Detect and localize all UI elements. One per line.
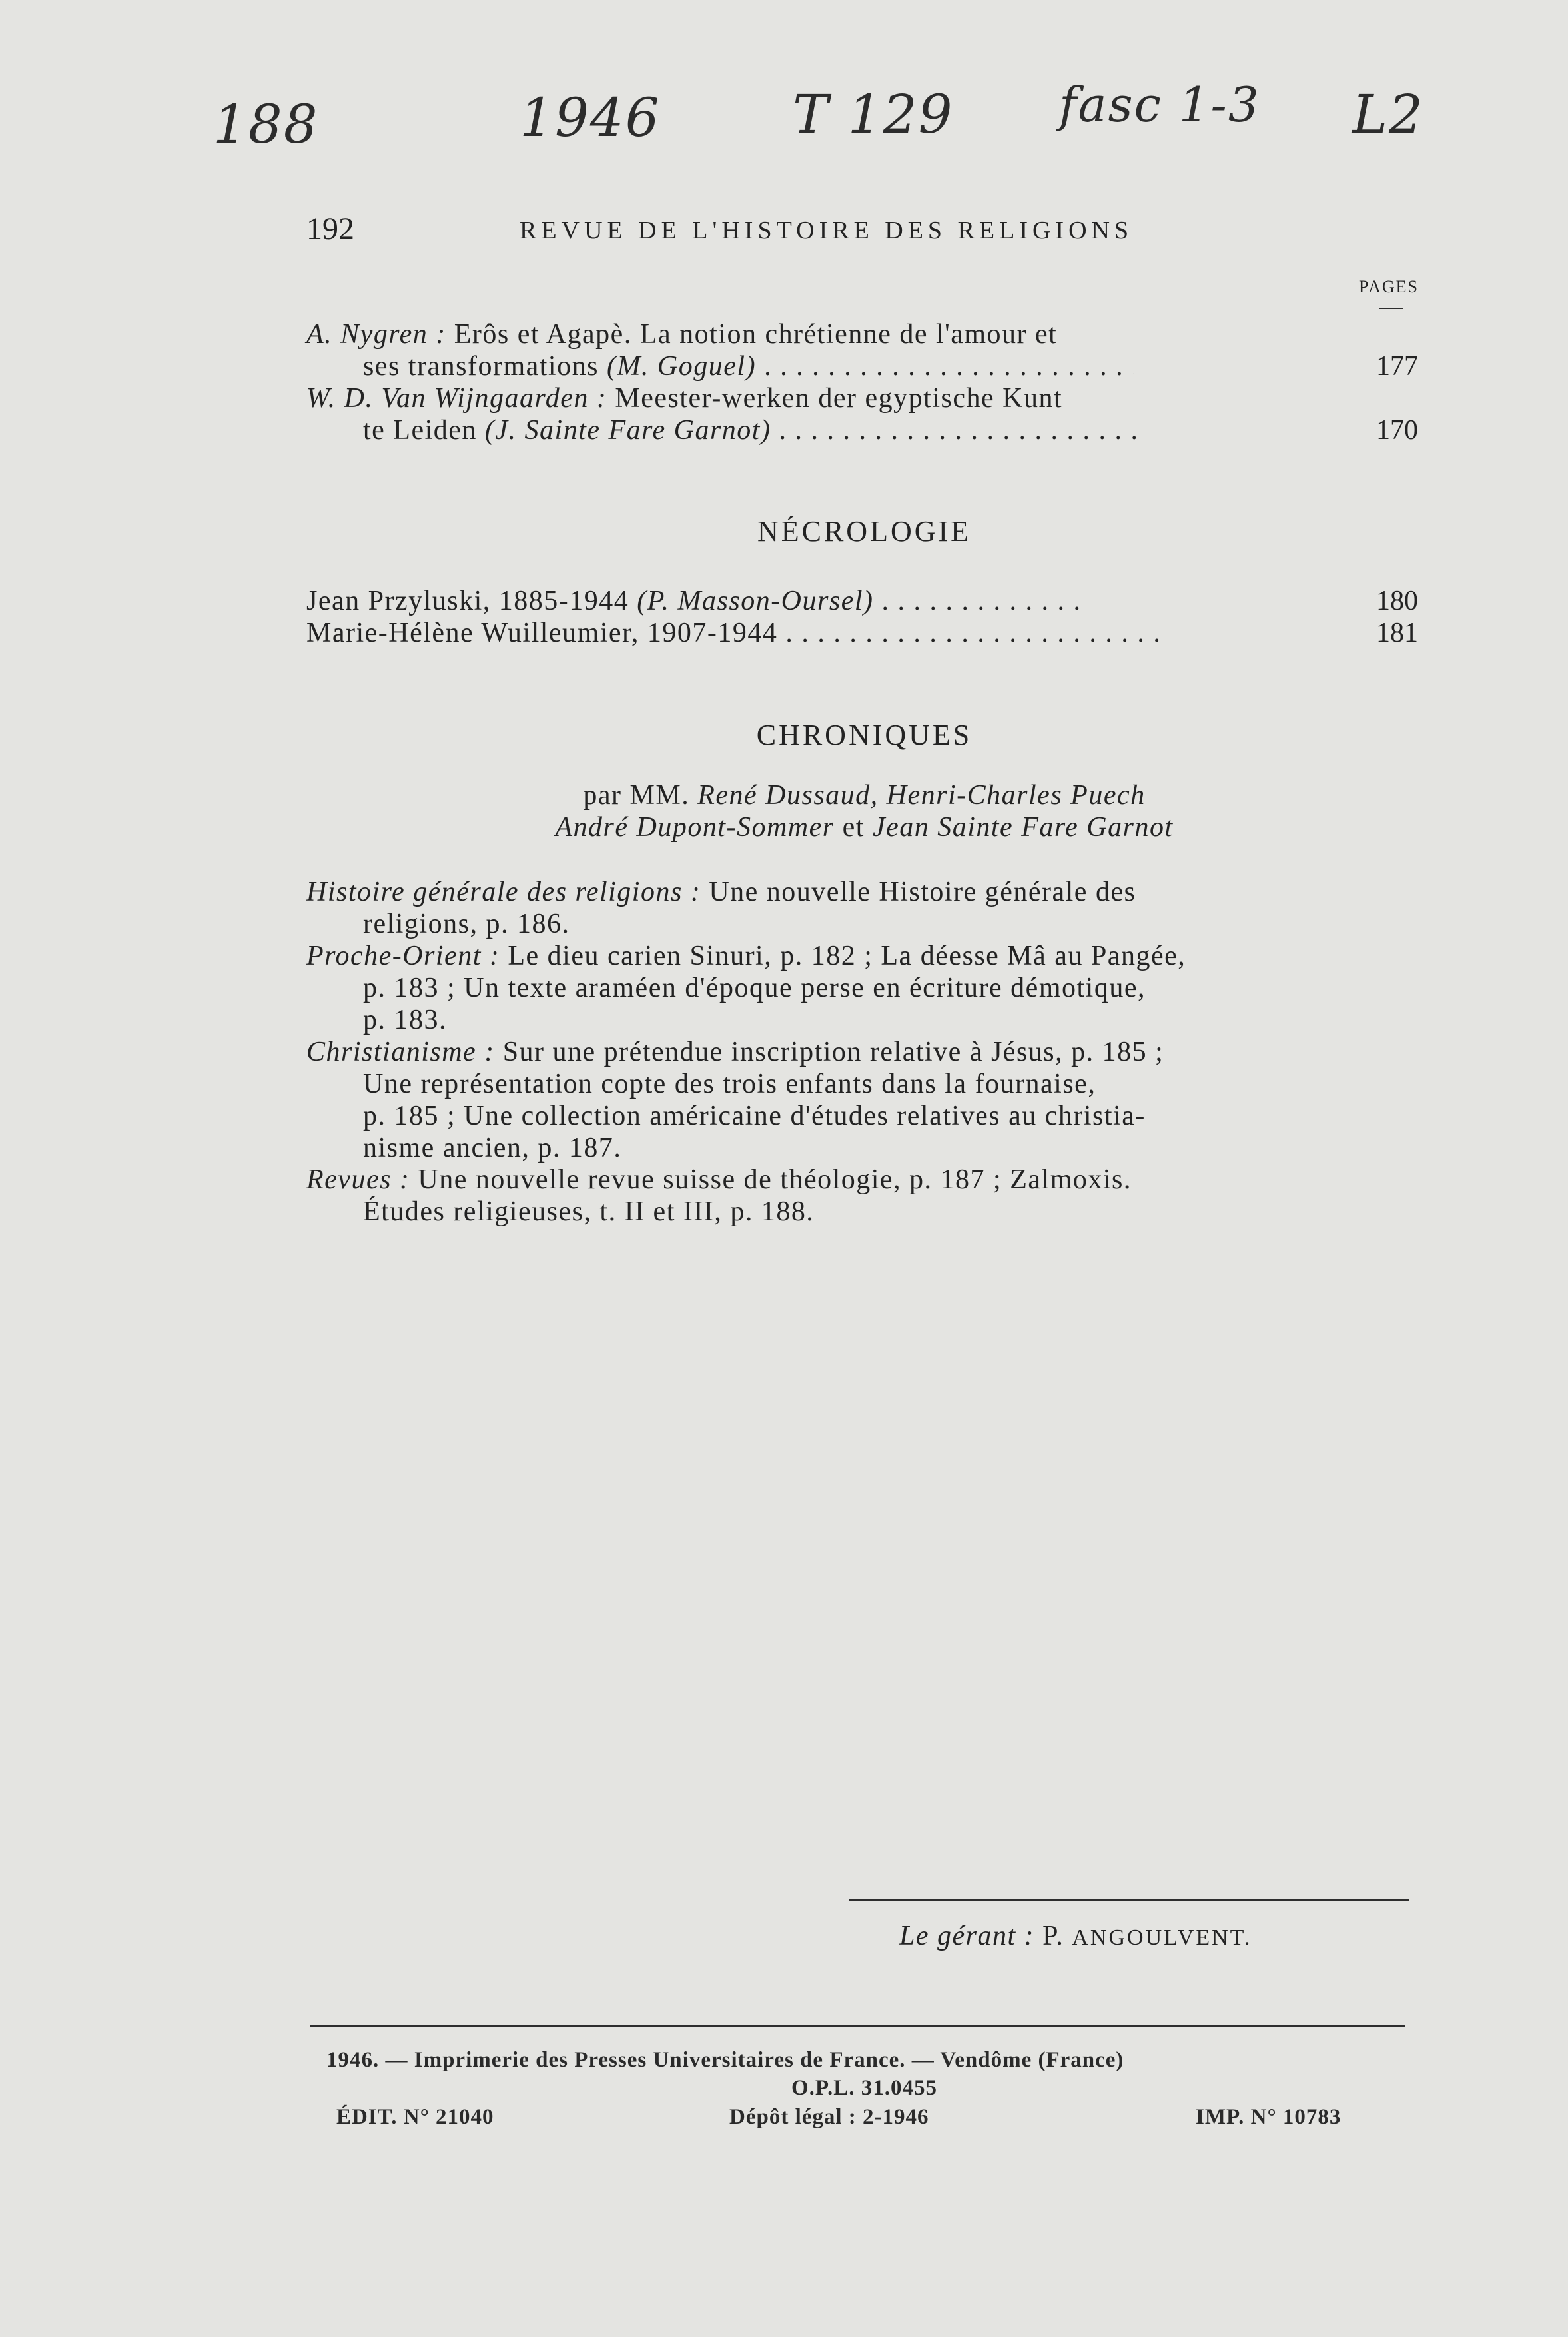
chronique-line [363, 1132, 621, 1164]
necrologie-entry-2 [306, 617, 1162, 649]
review-2-title: Meester-werken der egyptische Kunt [615, 383, 1063, 414]
necrologie-page-2: 181 [1376, 618, 1418, 648]
chronique-text: Le dieu carien Sinuri, p. 182 ; La déesse Mâ au Pangée, [508, 941, 1186, 971]
chroniques-authors-line-2 [0, 811, 1568, 843]
colophon-printer: 1946. — Imprimerie des Presses Universitaires de France. — Vendôme (France) [326, 2048, 1124, 2072]
leader-dots [779, 414, 1138, 446]
review-1-page: 177 [1376, 351, 1418, 382]
chroniques-authors-a: René Dussaud, Henri-Charles Puech [697, 780, 1146, 811]
handwritten-note-3: T 129 [793, 83, 954, 145]
review-1-line-1 [306, 318, 1057, 350]
necrologie-entry-1 [306, 585, 1082, 617]
chronique-line [306, 1164, 1132, 1196]
chroniques-by-prefix: par MM. [583, 780, 690, 811]
chronique-text: p. 183. [363, 1005, 447, 1035]
colophon-depot-legal: Dépôt légal : 2-1946 [729, 2105, 929, 2129]
chronique-text: nisme ancien, p. 187. [363, 1133, 622, 1163]
review-1-title: Erôs et Agapè. La notion chrétienne de l'amour et [454, 319, 1058, 350]
review-2-author: W. D. Van Wijngaarden : [306, 383, 607, 414]
chronique-category: Revues : [306, 1165, 410, 1195]
chronique-line [306, 1036, 1164, 1068]
review-2-line-1 [306, 382, 1062, 414]
handwritten-note-2: 1946 [520, 87, 661, 149]
running-title: REVUE DE L'HISTOIRE DES RELIGIONS [520, 217, 1134, 244]
necrologie-page-1: 180 [1376, 586, 1418, 616]
chronique-line [363, 1196, 814, 1228]
necrologie-name: Marie-Hélène Wuilleumier, 1907-1944 [306, 618, 778, 648]
handwritten-note-4: fasc 1-3 [1059, 77, 1260, 133]
review-2-reviewer: (J. Sainte Fare Garnot) [484, 415, 771, 446]
chronique-text: p. 183 ; Un texte araméen d'époque perse en écriture démotique, [363, 973, 1146, 1003]
chroniques-authors-line-1 [0, 779, 1568, 811]
chronique-text: Une nouvelle Histoire générale des [709, 877, 1136, 907]
review-2-title-cont: te Leiden [363, 415, 477, 446]
pages-rule [1379, 308, 1403, 309]
review-1-title-cont: ses transformations [363, 351, 599, 382]
necrologie-heading: NÉCROLOGIE [757, 515, 972, 548]
review-1-reviewer: (M. Goguel) [606, 351, 757, 382]
pages-label: PAGES [1359, 277, 1419, 296]
chronique-text: Études religieuses, t. II et III, p. 188. [363, 1196, 815, 1227]
leader-dots [764, 350, 1134, 382]
chroniques-heading: CHRONIQUES [756, 719, 973, 751]
chronique-line [363, 1004, 447, 1036]
chronique-line [306, 940, 1186, 972]
chronique-line [363, 908, 570, 940]
chronique-category: Histoire générale des religions : [306, 877, 701, 907]
chroniques-et: et [842, 812, 865, 843]
gerant-label: Le gérant : [899, 1921, 1035, 1951]
chronique-text: religions, p. 186. [363, 909, 570, 939]
review-2-line-2 [363, 414, 1138, 446]
leader-dots [882, 585, 1082, 617]
page-number: 192 [306, 211, 354, 246]
necrologie-name: Jean Przyluski, 1885-1944 [306, 586, 629, 616]
gerant-rule [849, 1899, 1409, 1901]
necrologie-author: (P. Masson-Oursel) [637, 586, 874, 616]
chronique-line [363, 1100, 1146, 1132]
chronique-text: Une représentation copte des trois enfants dans la fournaise, [363, 1069, 1096, 1099]
chronique-category: Christianisme : [306, 1037, 495, 1067]
chroniques-authors-c: Jean Sainte Fare Garnot [872, 812, 1174, 843]
gerant-name: ANGOULVENT. [1072, 1925, 1252, 1950]
gerant-initial: P. [1042, 1921, 1064, 1951]
chronique-line [363, 972, 1146, 1004]
colophon-imp-number: IMP. N° 10783 [1196, 2105, 1342, 2129]
chronique-line [363, 1068, 1096, 1100]
handwritten-note-1: 188 [213, 93, 319, 155]
review-1-author: A. Nygren : [306, 319, 446, 350]
colophon-rule [310, 2025, 1405, 2027]
chroniques-authors-b: André Dupont-Sommer [555, 812, 835, 843]
leader-dots [785, 617, 1162, 649]
chronique-text: p. 185 ; Une collection américaine d'études relatives au christia- [363, 1101, 1146, 1131]
chronique-category: Proche-Orient : [306, 941, 500, 971]
review-2-page: 170 [1376, 415, 1418, 446]
gerant-signature [899, 1920, 1252, 1952]
chronique-text: Une nouvelle revue suisse de théologie, p. 187 ; Zalmoxis. [418, 1165, 1132, 1195]
review-1-line-2 [363, 350, 1134, 382]
chronique-line [306, 876, 1136, 908]
colophon-opl: O.P.L. 31.0455 [791, 2076, 938, 2100]
chronique-text: Sur une prétendue inscription relative à Jésus, p. 185 ; [502, 1037, 1164, 1067]
colophon-edit-number: ÉDIT. N° 21040 [336, 2105, 494, 2129]
handwritten-note-5: L2 [1352, 83, 1425, 145]
